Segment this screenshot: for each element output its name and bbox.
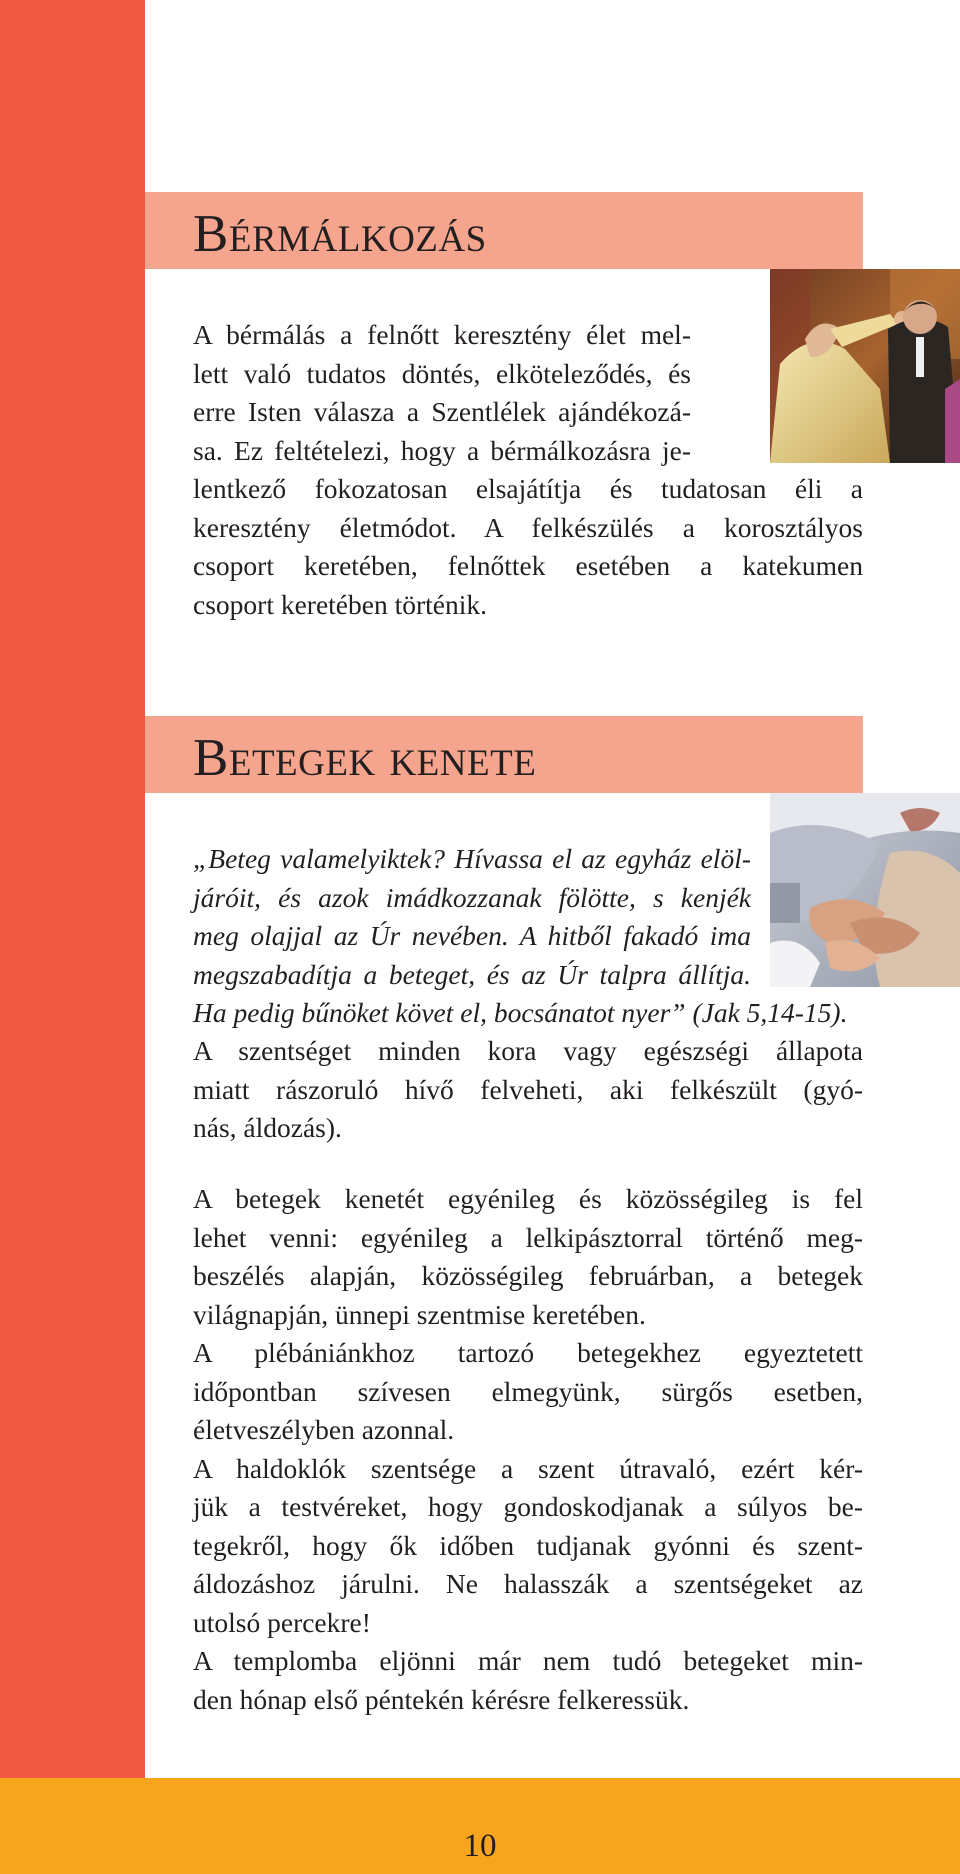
text-line: életveszélyben azonnal. xyxy=(193,1414,455,1445)
text-line: beszélés alapján, közösségileg februárban, a betegek xyxy=(193,1260,863,1291)
anointing-of-the-sick-photo xyxy=(770,793,960,987)
text-line: lett való tudatos döntés, elköteleződés, és xyxy=(193,357,691,389)
text-line: nás, áldozás). xyxy=(193,1112,342,1143)
text-line: miatt rászoruló hívő felveheti, aki felkészült (gyó- xyxy=(193,1073,863,1105)
text-line: utolsó percekre! xyxy=(193,1606,371,1638)
scripture-quote xyxy=(193,840,848,1033)
text-line: A templomba eljönni már nem tudó betegeket min- xyxy=(193,1645,863,1676)
quote-line: „Beteg valamelyiktek? Hívassa el az egyház elöl- xyxy=(193,843,751,874)
text-line: A haldoklók szentsége a szent útravaló, ezért kér- xyxy=(193,1452,863,1484)
heading-confirmation: Bérmálkozás xyxy=(193,205,487,263)
text-line: csoport keretében történik. xyxy=(193,588,487,620)
text-line: világnapján, ünnepi szentmise keretében. xyxy=(193,1298,646,1330)
anointing-paragraph-1 xyxy=(193,1032,863,1148)
text-line: jük a testvéreket, hogy gondoskodjanak a súlyos be- xyxy=(193,1491,863,1522)
text-line: A bérmálás a felnőtt keresztény élet mel- xyxy=(193,319,691,350)
quote-line: járóit, és azok imádkozzanak fölötte, s kenjék xyxy=(193,881,751,913)
quote-line: Ha pedig bűnöket követ el, bocsánatot nyer” (Jak 5,14-15). xyxy=(193,997,848,1028)
confirmation-text-narrow xyxy=(193,316,691,470)
text-line: tegekről, hogy ők időben tudjanak gyónni és szent- xyxy=(193,1529,863,1561)
text-line: csoport keretében, felnőttek esetében a katekumen xyxy=(193,550,863,581)
anointing-paragraph-2 xyxy=(193,1180,863,1719)
text-line: A betegek kenetét egyénileg és közösségileg is fel xyxy=(193,1183,863,1214)
text-line: lehet venni: egyénileg a lelkipásztorral történő meg- xyxy=(193,1221,863,1253)
confirmation-ceremony-photo xyxy=(770,269,960,463)
text-line: den hónap első péntekén kérésre felkeressük. xyxy=(193,1683,690,1715)
text-line: lentkező fokozatosan elsajátítja és tudatosan éli a xyxy=(193,473,863,504)
confirmation-text-wide xyxy=(193,470,863,624)
heading-anointing: Betegek kenete xyxy=(193,729,537,787)
text-line: áldozáshoz járulni. Ne halasszák a szentségeket az xyxy=(193,1568,863,1599)
text-line: keresztény életmódot. A felkészülés a korosztályos xyxy=(193,511,863,543)
text-line: A szentséget minden kora vagy egészségi állapota xyxy=(193,1035,863,1066)
left-color-bar xyxy=(0,0,145,1874)
quote-line: meg olajjal az Úr nevében. A hitből fakadó ima xyxy=(193,920,751,951)
text-line: erre Isten válasza a Szentlélek ajándékozá- xyxy=(193,396,691,427)
text-line: A plébániánkhoz tartozó betegekhez egyeztetett xyxy=(193,1337,863,1368)
page-number: 10 xyxy=(463,1828,497,1864)
text-line: sa. Ez feltételezi, hogy a bérmálkozásra je- xyxy=(193,434,691,466)
text-line: időpontban szívesen elmegyünk, sürgős esetben, xyxy=(193,1375,863,1407)
quote-line: megszabadítja a beteget, és az Úr talpra állítja. xyxy=(193,958,751,990)
